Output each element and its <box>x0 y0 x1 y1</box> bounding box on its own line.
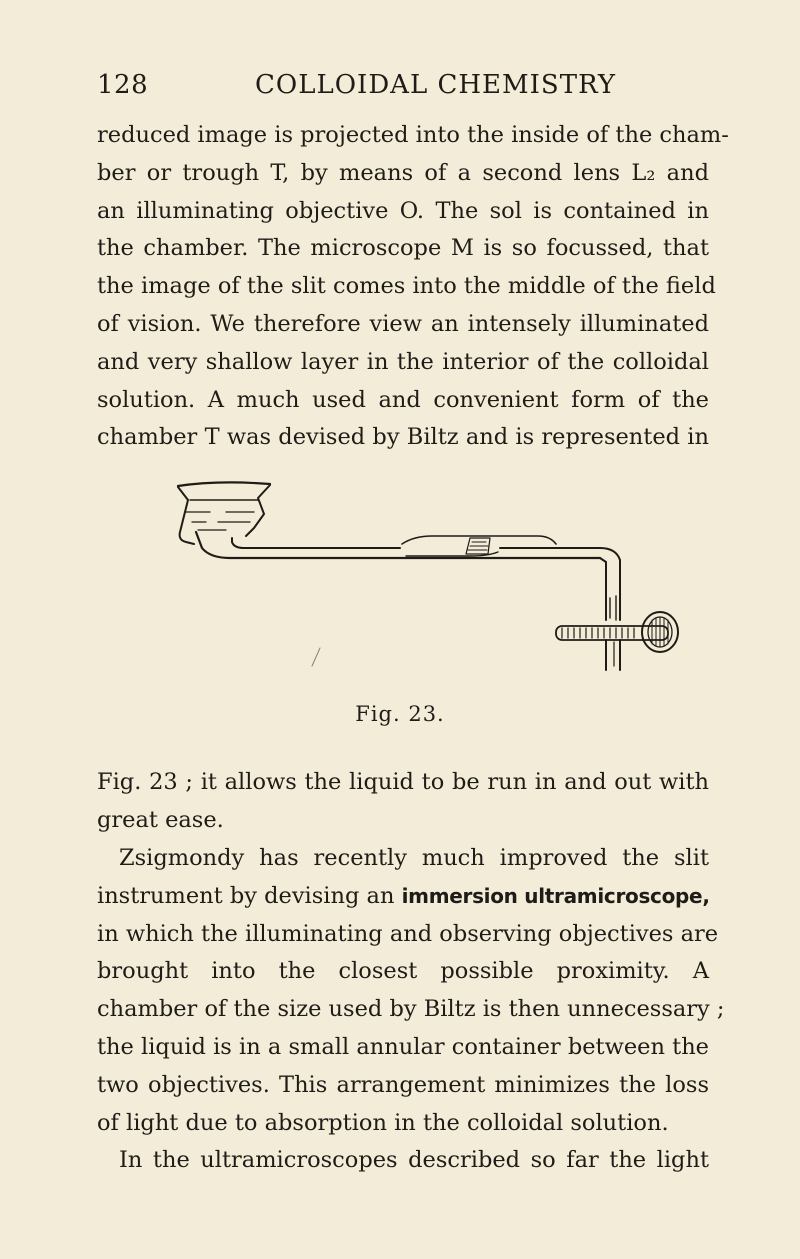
text-line: an illuminating objective O. The sol is contained in <box>97 197 709 224</box>
text-line-with-bold-term <box>97 878 709 916</box>
bold-term: immersion ultramicroscope, <box>401 883 710 908</box>
text-line: In the ultramicroscopes described so far the light <box>119 1147 709 1173</box>
text-line: and very shallow layer in the interior of the colloidal <box>97 348 709 375</box>
text-line: in which the illuminating and observing objectives are <box>97 920 719 947</box>
text-line: two objectives. This arrangement minimizes the loss <box>97 1071 709 1098</box>
text-fragment: instrument by devising an <box>97 882 402 909</box>
text-line: brought into the closest possible proximity. A <box>97 958 709 985</box>
text-line: the chamber. The microscope M is so focussed, that <box>97 235 709 262</box>
text-line: reduced image is projected into the inside of the cham- <box>97 122 729 148</box>
text-line: the image of the slit comes into the middle of the field <box>97 273 716 300</box>
figure-biltz-chamber <box>170 470 690 700</box>
paragraph-3 <box>97 840 725 1142</box>
text-line: great ease. <box>97 806 224 833</box>
text-line: ber or trough T, by means of a second lens L₂ and <box>97 159 709 186</box>
paragraph-2 <box>97 764 709 840</box>
text-line: solution. A much used and convenient form of the <box>97 386 709 413</box>
text-line: the liquid is in a small annular container between the <box>97 1033 709 1060</box>
figure-caption: Fig. 23. <box>355 702 445 726</box>
biltz-chamber-illustration <box>170 470 690 700</box>
text-line: of light due to absorption in the colloidal solution. <box>97 1109 669 1136</box>
text-line: Zsigmondy has recently much improved the slit <box>119 845 709 871</box>
text-line: chamber T was devised by Biltz and is represented in <box>97 424 709 451</box>
running-title: COLLOIDAL CHEMISTRY <box>255 70 617 100</box>
page-number: 128 <box>97 70 149 100</box>
paragraph-1 <box>97 117 729 457</box>
text-line: chamber of the size used by Biltz is then unnecessary ; <box>97 996 725 1023</box>
text-line: Fig. 23 ; it allows the liquid to be run in and out with <box>97 769 709 795</box>
text-line: of vision. We therefore view an intensely illuminated <box>97 310 709 337</box>
paragraph-4 <box>97 1142 709 1180</box>
page-header <box>97 70 707 110</box>
